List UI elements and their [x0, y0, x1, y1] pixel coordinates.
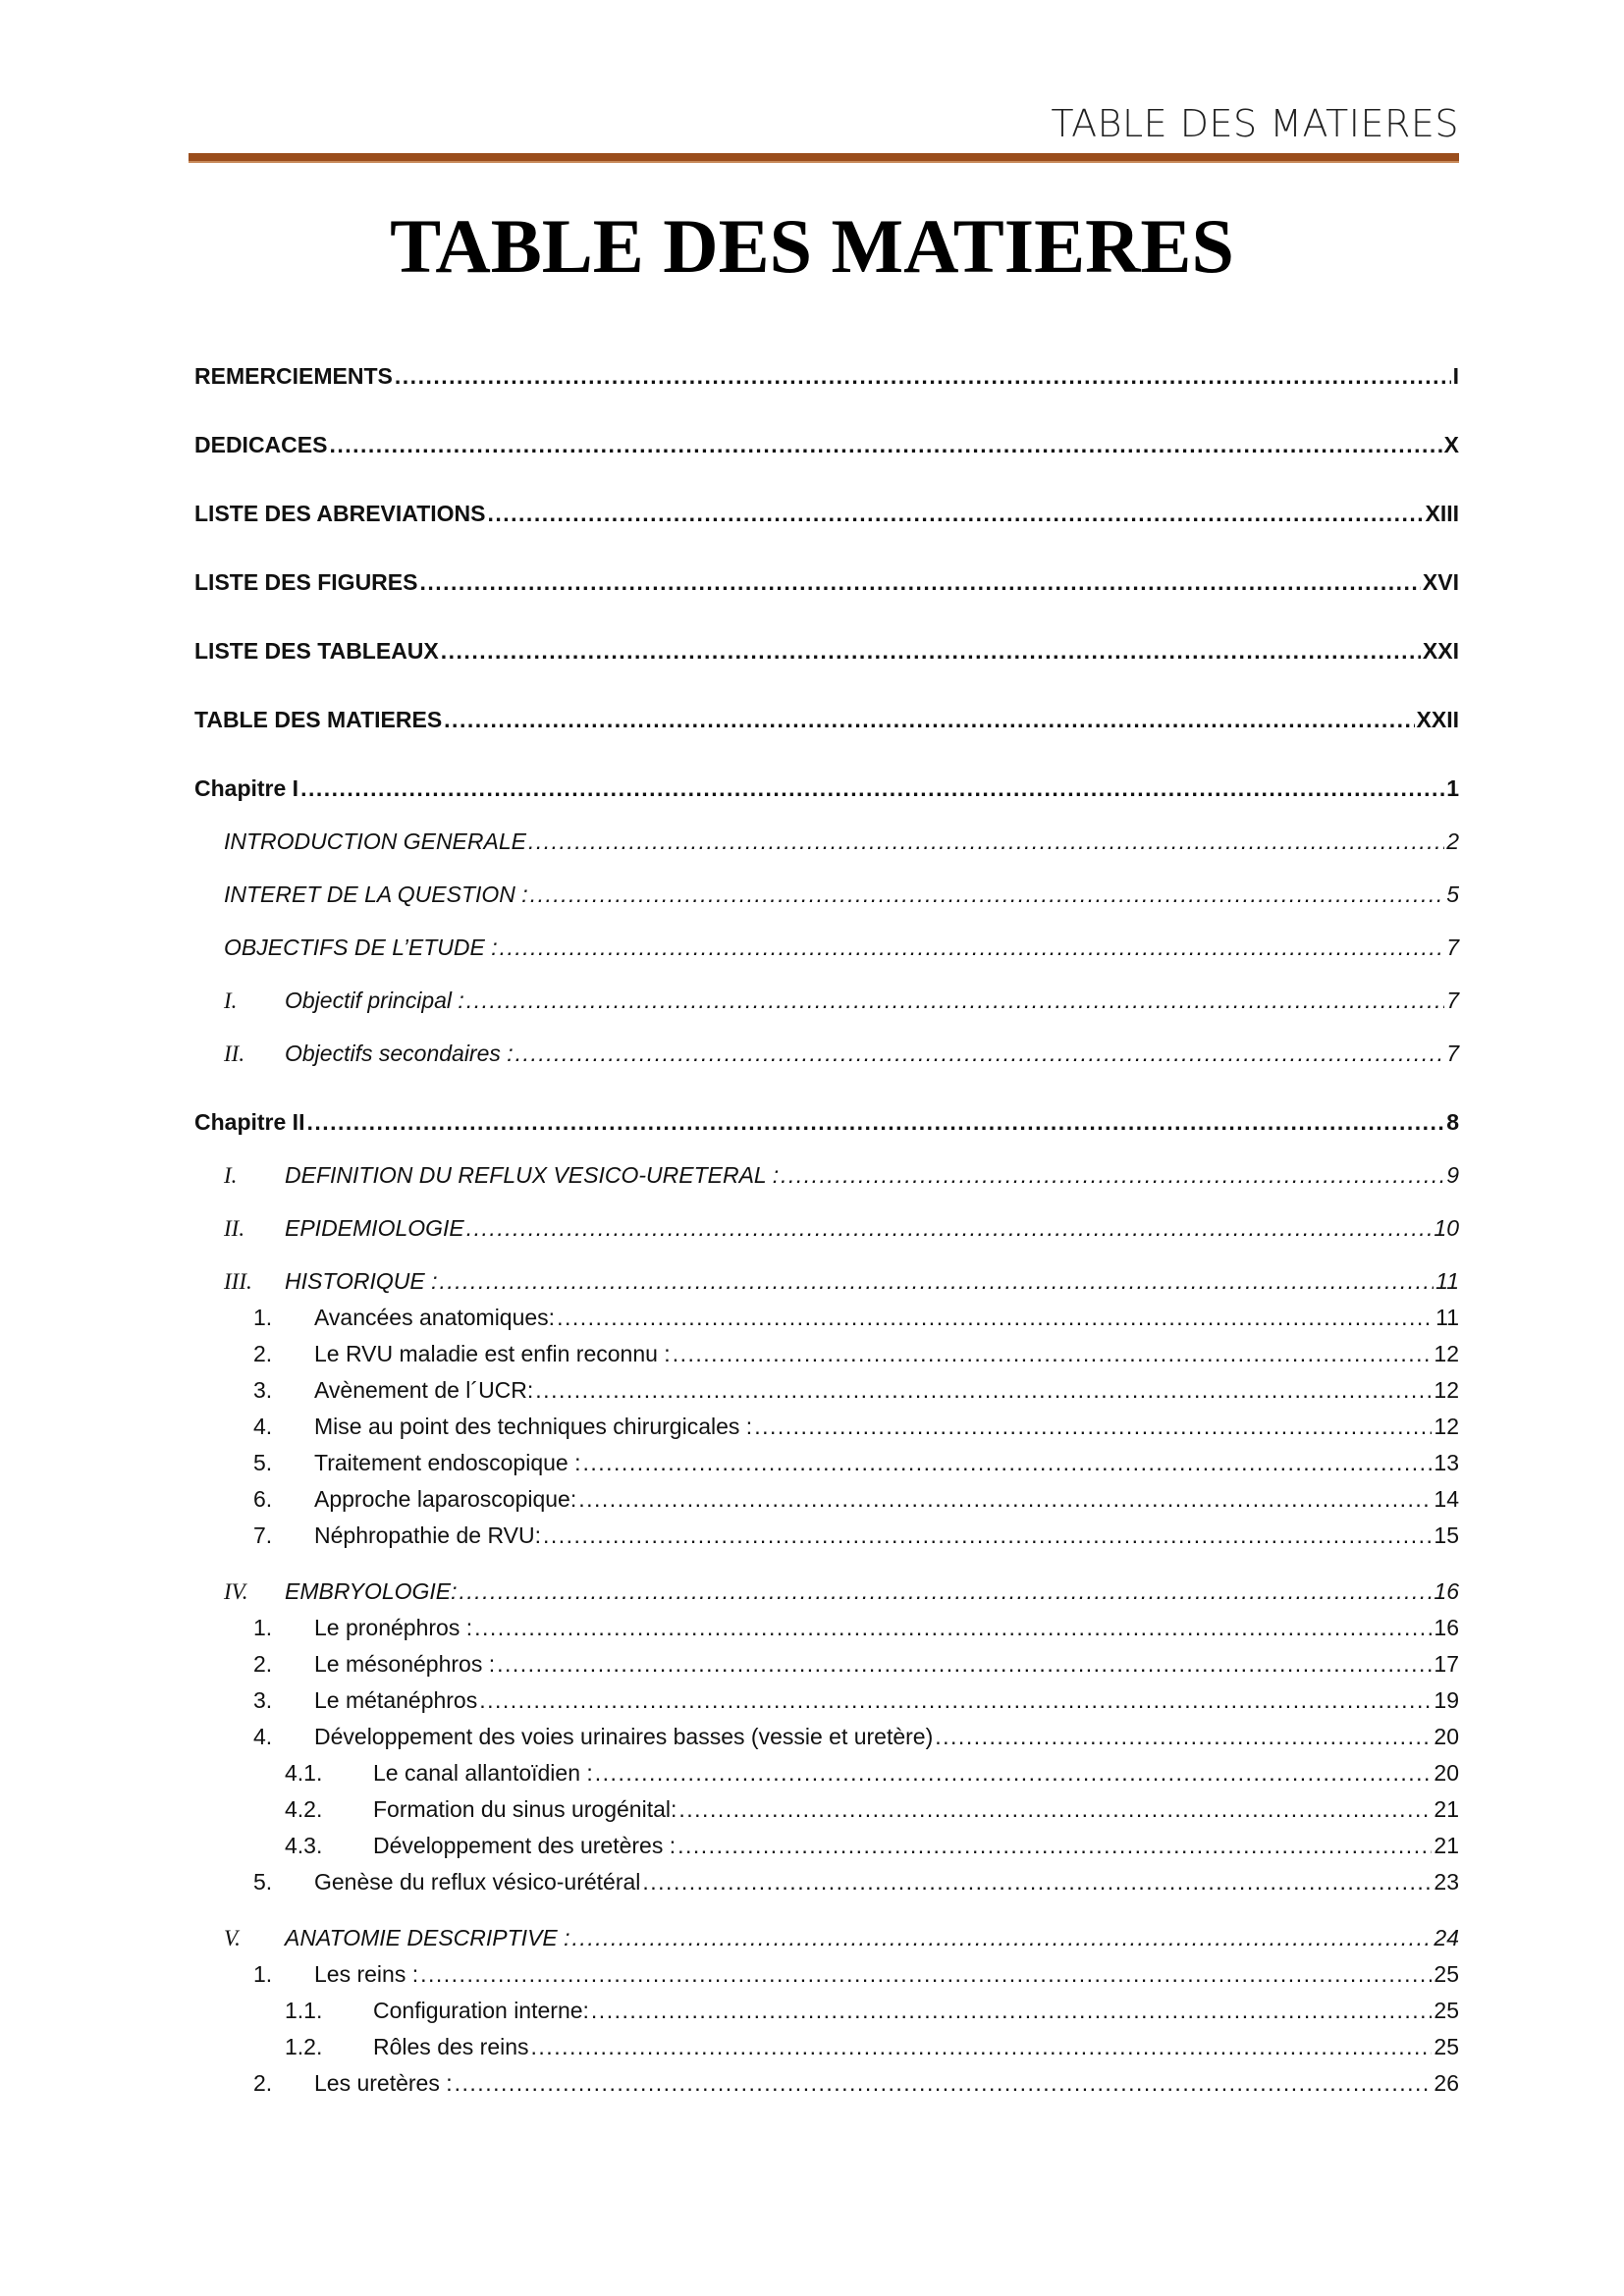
running-header: TABLE DES MATIERES [1051, 102, 1459, 145]
toc-entry-label: Genèse du reflux vésico-urétéral [314, 1869, 641, 1895]
toc-entry-label: Configuration interne: [373, 1998, 589, 2023]
toc-leader-dots [500, 933, 1445, 962]
toc-leader-dots [300, 774, 1444, 803]
toc-entry[interactable] [194, 2068, 1459, 2098]
toc-entry[interactable] [194, 1959, 1459, 1989]
toc-entry-label: Le mésonéphros : [314, 1651, 496, 1677]
toc-leader-dots [441, 636, 1421, 666]
header-rule [189, 153, 1459, 163]
toc-entry-label: Néphropathie de RVU: [314, 1522, 541, 1548]
toc-entry-page: 11 [1435, 1305, 1459, 1330]
toc-entry[interactable] [194, 1923, 1459, 1953]
toc-leader-dots [497, 1649, 1432, 1679]
toc-leader-dots [595, 1758, 1433, 1788]
toc-entry[interactable] [194, 1831, 1459, 1860]
toc-entry-page: 21 [1434, 1833, 1459, 1858]
toc-entry[interactable] [194, 1996, 1459, 2025]
toc-entry[interactable] [194, 430, 1459, 459]
toc-entry[interactable] [194, 880, 1459, 909]
toc-entry-page: 11 [1435, 1268, 1459, 1294]
toc-leader-dots [543, 1521, 1432, 1550]
toc-leader-dots [474, 1613, 1432, 1642]
toc-entry-label: INTRODUCTION GENERALE [224, 828, 526, 854]
toc-leader-dots [531, 2032, 1433, 2061]
toc-entry-number: 5. [253, 1450, 273, 1475]
toc-entry-page: 23 [1434, 1869, 1459, 1895]
toc-entry-page: 15 [1434, 1522, 1459, 1548]
toc-entry-number: 4. [253, 1724, 273, 1749]
toc-entry-number: 1. [253, 1615, 273, 1640]
toc-entry[interactable] [194, 2032, 1459, 2061]
toc-entry-number: II. [224, 1041, 245, 1066]
toc-entry[interactable] [194, 567, 1459, 597]
toc-entry-label: Les reins : [314, 1961, 419, 1987]
toc-entry-label: Développement des voies urinaires basses (vessie et uretère) [314, 1724, 934, 1749]
toc-leader-dots [528, 827, 1444, 856]
toc-leader-dots [935, 1722, 1432, 1751]
toc-entry[interactable] [194, 1722, 1459, 1751]
toc-entry[interactable] [194, 1576, 1459, 1607]
toc-leader-dots [329, 430, 1441, 459]
toc-entry-page: 20 [1434, 1724, 1459, 1749]
toc-entry[interactable] [194, 1613, 1459, 1642]
toc-entry-label: Chapitre I [194, 775, 299, 801]
toc-entry[interactable] [194, 1521, 1459, 1550]
page-title: TABLE DES MATIERES [390, 203, 1234, 289]
toc-entry-number: 4.1. [285, 1760, 323, 1786]
toc-entry[interactable] [194, 933, 1459, 962]
toc-entry-label: Les uretères : [314, 2070, 453, 2096]
toc-leader-dots [754, 1412, 1432, 1441]
toc-entry-page: 7 [1446, 1041, 1459, 1066]
toc-entry-page: 25 [1434, 1961, 1459, 1987]
toc-entry-label: Approche laparoscopique: [314, 1486, 577, 1512]
toc-entry-label: EPIDEMIOLOGIE [285, 1215, 464, 1241]
toc-leader-dots [419, 567, 1420, 597]
toc-entry-label: OBJECTIFS DE L’ETUDE : [224, 934, 498, 960]
toc-entry[interactable] [194, 1039, 1459, 1069]
toc-entry-label: Développement des uretères : [373, 1833, 677, 1858]
toc-entry-number: 2. [253, 2070, 273, 2096]
toc-entry-page: 16 [1434, 1578, 1459, 1604]
toc-entry-number: 4.3. [285, 1833, 323, 1858]
toc-entry[interactable] [194, 1685, 1459, 1715]
toc-entry-number: 1.2. [285, 2034, 323, 2059]
toc-entry-label: Formation du sinus urogénital: [373, 1796, 677, 1822]
toc-entry-label: Avènement de l´UCR: [314, 1377, 534, 1403]
toc-entry[interactable] [194, 1375, 1459, 1405]
toc-entry-number: III. [224, 1269, 252, 1294]
toc-entry-page: XVI [1422, 569, 1459, 595]
toc-entry[interactable] [194, 361, 1459, 391]
toc-entry-label: Objectif principal : [285, 988, 464, 1013]
toc-entry[interactable] [194, 1266, 1459, 1297]
toc-entry-number: 6. [253, 1486, 273, 1512]
toc-leader-dots [678, 1794, 1432, 1824]
toc-entry[interactable] [194, 1484, 1459, 1514]
toc-leader-dots [479, 1685, 1432, 1715]
toc-entry-label: LISTE DES FIGURES [194, 569, 418, 595]
toc-entry-page: 26 [1434, 2070, 1459, 2096]
toc-leader-dots [515, 1039, 1445, 1068]
toc-entry[interactable] [194, 499, 1459, 528]
toc-entry[interactable] [194, 636, 1459, 666]
toc-entry-page: 17 [1434, 1651, 1459, 1677]
toc-leader-dots [582, 1448, 1432, 1477]
toc-entry-number: 4. [253, 1414, 273, 1439]
toc-entry-page: I [1452, 363, 1459, 389]
toc-entry-label: Le pronéphros : [314, 1615, 473, 1640]
toc-leader-dots [440, 1266, 1435, 1296]
toc-entry-label: Rôles des reins [373, 2034, 529, 2059]
toc-entry-label: Le canal allantoïdien : [373, 1760, 593, 1786]
toc-entry-label: DEDICACES [194, 432, 328, 457]
toc-entry-page: 12 [1434, 1341, 1459, 1366]
toc-entry-number: 5. [253, 1869, 273, 1895]
toc-leader-dots [444, 705, 1414, 734]
toc-entry-label: Traitement endoscopique : [314, 1450, 581, 1475]
toc-entry-number: V. [224, 1926, 241, 1950]
toc-entry-page: 21 [1434, 1796, 1459, 1822]
toc-entry-number: 3. [253, 1377, 273, 1403]
toc-leader-dots [395, 361, 1451, 391]
toc-entry[interactable] [194, 774, 1459, 803]
toc-entry-number: I. [224, 988, 238, 1013]
toc-entry-number: 2. [253, 1651, 273, 1677]
toc-entry-page: 1 [1446, 775, 1459, 801]
toc-entry[interactable] [194, 986, 1459, 1016]
toc-entry-label: DEFINITION DU REFLUX VESICO-URETERAL : [285, 1162, 780, 1188]
toc-entry[interactable] [194, 1758, 1459, 1788]
toc-entry-label: HISTORIQUE : [285, 1268, 438, 1294]
toc-entry-label: Avancées anatomiques: [314, 1305, 556, 1330]
toc-entry-label: LISTE DES ABREVIATIONS [194, 501, 486, 526]
toc-entry-label: INTERET DE LA QUESTION : [224, 881, 528, 907]
toc-entry-page: 25 [1434, 2034, 1459, 2059]
toc-entry-page: 24 [1434, 1925, 1459, 1950]
toc-entry[interactable] [194, 1303, 1459, 1332]
toc-entry[interactable] [194, 1339, 1459, 1368]
toc-entry-number: II. [224, 1216, 245, 1241]
toc-entry-number: 1. [253, 1305, 273, 1330]
toc-leader-dots [455, 2068, 1433, 2098]
toc-entry[interactable] [194, 1412, 1459, 1441]
toc-entry-page: 2 [1446, 828, 1459, 854]
toc-entry-number: 2. [253, 1341, 273, 1366]
toc-entry-page: 8 [1446, 1109, 1459, 1135]
toc-entry-page: 5 [1446, 881, 1459, 907]
toc-entry-number: 1. [253, 1961, 273, 1987]
toc-entry-page: 9 [1446, 1162, 1459, 1188]
toc-entry-label: REMERCIEMENTS [194, 363, 393, 389]
toc-entry-label: LISTE DES TABLEAUX [194, 638, 439, 664]
toc-leader-dots [487, 499, 1423, 528]
toc-leader-dots [677, 1831, 1432, 1860]
toc-entry-page: XIII [1425, 501, 1459, 526]
toc-leader-dots [781, 1160, 1444, 1190]
toc-leader-dots [578, 1484, 1432, 1514]
toc-entry[interactable] [194, 1867, 1459, 1896]
toc-entry-number: 3. [253, 1687, 273, 1713]
toc-entry-label: Objectifs secondaires : [285, 1041, 514, 1066]
toc-entry-page: 10 [1434, 1215, 1459, 1241]
toc-leader-dots [460, 1576, 1433, 1606]
toc-entry-label: Le RVU maladie est enfin reconnu : [314, 1341, 671, 1366]
toc-leader-dots [642, 1867, 1432, 1896]
toc-entry[interactable] [194, 705, 1459, 734]
toc-entry-page: XXI [1422, 638, 1459, 664]
toc-leader-dots [535, 1375, 1432, 1405]
toc-entry-label: Mise au point des techniques chirurgicales : [314, 1414, 753, 1439]
toc-entry-label: ANATOMIE DESCRIPTIVE : [285, 1925, 570, 1950]
toc-entry[interactable] [194, 827, 1459, 856]
toc-entry-label: Chapitre II [194, 1109, 305, 1135]
toc-entry-page: 13 [1434, 1450, 1459, 1475]
toc-entry-label: TABLE DES MATIERES [194, 707, 443, 732]
toc-leader-dots [572, 1923, 1433, 1952]
toc-entry[interactable] [194, 1448, 1459, 1477]
toc-entry[interactable] [194, 1107, 1459, 1137]
toc-entry[interactable] [194, 1649, 1459, 1679]
toc-entry-page: 12 [1434, 1414, 1459, 1439]
toc-entry-page: 7 [1446, 934, 1459, 960]
toc-leader-dots [420, 1959, 1432, 1989]
toc-leader-dots [591, 1996, 1432, 2025]
toc-leader-dots [557, 1303, 1434, 1332]
toc-entry-number: 4.2. [285, 1796, 323, 1822]
toc-entry[interactable] [194, 1213, 1459, 1244]
toc-entry-page: 7 [1446, 988, 1459, 1013]
toc-entry-page: XXII [1416, 707, 1459, 732]
toc-leader-dots [673, 1339, 1433, 1368]
toc-entry[interactable] [194, 1160, 1459, 1191]
toc-leader-dots [530, 880, 1445, 909]
toc-entry[interactable] [194, 1794, 1459, 1824]
toc-entry-page: X [1443, 432, 1459, 457]
toc-entry-page: 25 [1434, 1998, 1459, 2023]
toc-entry-page: 20 [1434, 1760, 1459, 1786]
toc-entry-page: 14 [1434, 1486, 1459, 1512]
toc-entry-number: I. [224, 1163, 238, 1188]
toc-entry-page: 16 [1434, 1615, 1459, 1640]
toc-entry-number: 1.1. [285, 1998, 323, 2023]
toc-leader-dots [466, 1213, 1433, 1243]
toc-entry-page: 12 [1434, 1377, 1459, 1403]
toc-entry-number: IV. [224, 1579, 248, 1604]
toc-leader-dots [306, 1107, 1444, 1137]
toc-leader-dots [466, 986, 1444, 1015]
toc-entry-label: Le métanéphros [314, 1687, 478, 1713]
toc-entry-number: 7. [253, 1522, 273, 1548]
toc-entry-label: EMBRYOLOGIE: [285, 1578, 458, 1604]
toc-entry-page: 19 [1434, 1687, 1459, 1713]
